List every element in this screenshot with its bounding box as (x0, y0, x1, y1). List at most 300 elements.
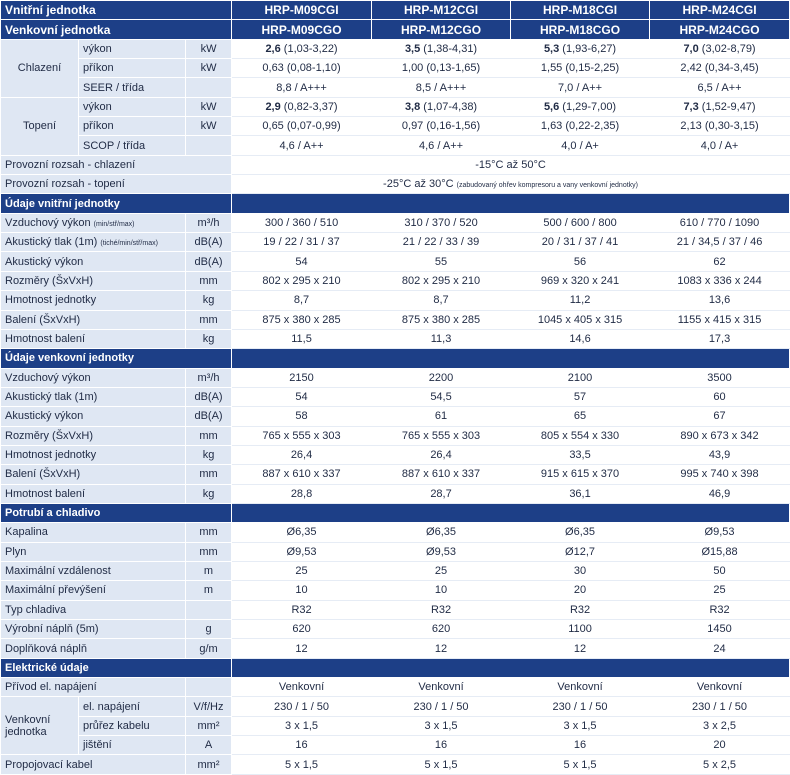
value-cell: 60 (650, 387, 790, 406)
indoor-model-name: HRP-M12CGI (372, 1, 511, 20)
value-cell: R32 (650, 600, 790, 619)
value-text: 4,0 / A+ (561, 139, 599, 152)
value-cell (511, 136, 650, 155)
spec-table-body (1, 1, 790, 775)
unit-cell: mm (186, 523, 232, 542)
unit-cell: mm (186, 465, 232, 484)
unit-cell: m (186, 581, 232, 600)
row-label (1, 233, 186, 252)
group-label-line: Venkovní (5, 713, 51, 726)
row-label (1, 620, 186, 639)
unit-cell: kW (186, 39, 232, 58)
value-cell: 887 x 610 x 337 (372, 465, 511, 484)
row-label (1, 600, 186, 619)
value-cell: 610 / 770 / 1090 (650, 213, 790, 232)
unit-cell: kg (186, 445, 232, 464)
row-label-text: Typ chladiva (5, 603, 67, 616)
value-cell (650, 78, 790, 97)
value-cell: 16 (372, 736, 511, 755)
value-text: (1,29-7,00) (559, 100, 617, 113)
value-cell: 500 / 600 / 800 (511, 213, 650, 232)
row-label (1, 426, 186, 445)
value-cell: 26,4 (372, 445, 511, 464)
section-title: Údaje vnitřní jednotky (1, 194, 232, 213)
value-text: 8,5 / A+++ (415, 81, 467, 94)
value-cell: 20 (650, 736, 790, 755)
value-cell: 5 x 1,5 (511, 755, 650, 774)
group-label-line: jednotka (5, 725, 47, 738)
section-title-filler (232, 194, 790, 213)
row-label-note: (tiché/min/stř/max) (100, 240, 158, 248)
value-cell: 915 x 615 x 370 (511, 465, 650, 484)
range-cooling-value: -15°C až 50°C (232, 155, 790, 174)
unit-cell: kg (186, 484, 232, 503)
value-text: 4,0 / A+ (700, 139, 739, 152)
row-label-text: Plyn (5, 545, 27, 558)
row-label (1, 291, 186, 310)
value-cell (232, 59, 372, 78)
row-label-text: Akustický tlak (1m) (5, 391, 98, 404)
unit-cell: mm² (186, 755, 232, 774)
value-cell (232, 78, 372, 97)
value-cell: 21 / 22 / 33 / 39 (372, 233, 511, 252)
unit-cell: m³/h (186, 213, 232, 232)
value-cell: 995 x 740 x 398 (650, 465, 790, 484)
value-cell: 19 / 22 / 31 / 37 (232, 233, 372, 252)
value-cell: Venkovní (232, 678, 372, 697)
value-cell: 2150 (232, 368, 372, 387)
heating-row (1, 117, 790, 136)
value-cell: 25 (232, 561, 372, 580)
section-title: Údaje venkovní jednotky (1, 349, 232, 368)
value-bold: 7,3 (683, 100, 699, 113)
value-cell: 765 x 555 x 303 (372, 426, 511, 445)
row-label-text: Balení (ŠxVxH) (5, 313, 81, 326)
value-cell: 43,9 (650, 445, 790, 464)
value-bold: 3,8 (404, 100, 421, 113)
sub-label: výkon (79, 97, 186, 116)
unit-cell: A (186, 736, 232, 755)
data-row (1, 542, 790, 561)
link-cable-row (1, 755, 790, 774)
value-text: 7,0 / A++ (558, 81, 603, 94)
outdoor-electric-row (1, 697, 790, 716)
range-heating-text: -25°C až 30°C (383, 178, 454, 191)
value-text: 1,55 (0,15-2,25) (540, 62, 620, 75)
unit-cell: dB(A) (186, 387, 232, 406)
value-cell: 10 (232, 581, 372, 600)
value-bold: 3,5 (404, 42, 421, 55)
value-text: (0,82-3,37) (280, 100, 338, 113)
row-label (1, 213, 186, 232)
row-label-text: Vzduchový výkon (5, 216, 91, 229)
value-cell: Ø6,35 (372, 523, 511, 542)
data-row (1, 465, 790, 484)
row-label (1, 581, 186, 600)
value-text: (1,52-9,47) (698, 100, 756, 113)
value-cell: 620 (232, 620, 372, 639)
value-cell: 21 / 34,5 / 37 / 46 (650, 233, 790, 252)
value-cell: 802 x 295 x 210 (232, 271, 372, 290)
value-cell: 12 (511, 639, 650, 658)
unit-cell (186, 678, 232, 697)
data-row (1, 620, 790, 639)
section-title: Elektrické údaje (1, 658, 232, 677)
value-cell (650, 97, 790, 116)
unit-cell: kW (186, 59, 232, 78)
value-cell: 17,3 (650, 329, 790, 348)
value-cell (232, 97, 372, 116)
value-cell: 12 (372, 639, 511, 658)
unit-cell: dB(A) (186, 252, 232, 271)
heating-row (1, 97, 790, 116)
value-cell: Venkovní (650, 678, 790, 697)
data-row (1, 233, 790, 252)
value-cell: 30 (511, 561, 650, 580)
unit-cell: mm (186, 271, 232, 290)
range-heating-label: Provozní rozsah - topení (1, 175, 232, 194)
value-cell: 230 / 1 / 50 (511, 697, 650, 716)
value-cell: 3500 (650, 368, 790, 387)
value-cell: 887 x 610 x 337 (232, 465, 372, 484)
value-cell: 3 x 1,5 (511, 716, 650, 735)
row-label-text: Akustický výkon (5, 255, 84, 268)
unit-cell (186, 136, 232, 155)
value-cell: 62 (650, 252, 790, 271)
row-label (1, 639, 186, 658)
row-label (1, 542, 186, 561)
value-cell (650, 59, 790, 78)
value-cell: 16 (232, 736, 372, 755)
value-text: (1,38-4,31) (420, 42, 478, 55)
value-cell: 54,5 (372, 387, 511, 406)
piping_section-title-row (1, 503, 790, 522)
header-row-indoor (1, 1, 790, 20)
value-cell: 5 x 2,5 (650, 755, 790, 774)
indoor-model-name: HRP-M24CGI (650, 1, 790, 20)
unit-cell: mm² (186, 716, 232, 735)
heating-group-label: Topení (1, 97, 79, 155)
value-cell: 11,2 (511, 291, 650, 310)
data-row (1, 368, 790, 387)
indoor-model-name: HRP-M09CGI (232, 1, 372, 20)
row-label-text: Akustický tlak (1m) (5, 236, 98, 249)
row-label-text: Rozměry (ŠxVxH) (5, 429, 94, 442)
row-label: Propojovací kabel (1, 755, 186, 774)
value-cell: 11,5 (232, 329, 372, 348)
cooling-row (1, 59, 790, 78)
unit-cell: V/f/Hz (186, 697, 232, 716)
value-bold: 2,6 (265, 42, 281, 55)
range-heating-value (232, 175, 790, 194)
value-cell: 54 (232, 387, 372, 406)
unit-cell: mm (186, 426, 232, 445)
value-cell: 300 / 360 / 510 (232, 213, 372, 232)
value-cell: 875 x 380 x 285 (232, 310, 372, 329)
row-label (1, 368, 186, 387)
outdoor-model-name: HRP-M12CGO (372, 20, 511, 39)
value-cell (232, 117, 372, 136)
value-text: 1,63 (0,22-2,35) (540, 120, 620, 133)
range-cooling-label: Provozní rozsah - chlazení (1, 155, 232, 174)
row-label-text: Kapalina (5, 526, 48, 539)
value-bold: 5,3 (543, 42, 560, 55)
value-cell (372, 97, 511, 116)
outdoor-model-name: HRP-M09CGO (232, 20, 372, 39)
row-label (1, 329, 186, 348)
row-label-note: (min/stř/max) (93, 220, 135, 228)
value-cell: 54 (232, 252, 372, 271)
data-row (1, 271, 790, 290)
value-cell: 25 (372, 561, 511, 580)
supply-row (1, 678, 790, 697)
sub-label: jištění (79, 736, 186, 755)
row-label (1, 252, 186, 271)
unit-cell: mm (186, 542, 232, 561)
row-label-text: Maximální převýšení (5, 584, 106, 597)
value-text: (1,03-3,22) (280, 42, 338, 55)
row-label (1, 484, 186, 503)
data-row (1, 426, 790, 445)
value-cell: 16 (511, 736, 650, 755)
value-cell: 65 (511, 407, 650, 426)
value-cell (511, 117, 650, 136)
sub-label: SCOP / třída (79, 136, 186, 155)
value-cell: 890 x 673 x 342 (650, 426, 790, 445)
value-text: 0,65 (0,07-0,99) (262, 120, 341, 133)
value-cell (650, 136, 790, 155)
unit-cell: g (186, 620, 232, 639)
value-cell: 33,5 (511, 445, 650, 464)
unit-cell: kg (186, 291, 232, 310)
section-title: Potrubí a chladivo (1, 503, 232, 522)
value-cell: 57 (511, 387, 650, 406)
cooling-row (1, 39, 790, 58)
data-row (1, 561, 790, 580)
value-text: (1,93-6,27) (559, 42, 617, 55)
value-cell (232, 136, 372, 155)
row-label-text: Balení (ŠxVxH) (5, 468, 81, 481)
row-label-text: Hmotnost jednotky (5, 294, 97, 307)
value-text: 4,6 / A++ (419, 139, 464, 152)
value-cell (372, 78, 511, 97)
value-cell: 24 (650, 639, 790, 658)
value-cell: 5 x 1,5 (232, 755, 372, 774)
value-cell (511, 97, 650, 116)
value-cell: 61 (372, 407, 511, 426)
value-cell: 10 (372, 581, 511, 600)
value-cell: 805 x 554 x 330 (511, 426, 650, 445)
value-cell: Ø9,53 (232, 542, 372, 561)
range-heating-row (1, 175, 790, 194)
value-cell: Ø9,53 (650, 523, 790, 542)
value-cell: 36,1 (511, 484, 650, 503)
value-cell: Venkovní (372, 678, 511, 697)
sub-label: příkon (79, 59, 186, 78)
value-cell: 28,7 (372, 484, 511, 503)
value-cell: 55 (372, 252, 511, 271)
sub-label: el. napájení (79, 697, 186, 716)
row-label-text: Doplňková náplň (5, 642, 87, 655)
cooling-row (1, 78, 790, 97)
row-label (1, 407, 186, 426)
value-cell: 13,6 (650, 291, 790, 310)
value-cell: 20 (511, 581, 650, 600)
header-row-outdoor (1, 20, 790, 39)
row-label (1, 445, 186, 464)
value-cell: Ø15,88 (650, 542, 790, 561)
value-cell: 1450 (650, 620, 790, 639)
row-label-text: Hmotnost jednotky (5, 449, 97, 462)
value-cell (372, 136, 511, 155)
outdoor-electric-row (1, 716, 790, 735)
unit-cell: mm (186, 310, 232, 329)
value-cell: Venkovní (511, 678, 650, 697)
row-label (1, 387, 186, 406)
data-row (1, 407, 790, 426)
data-row (1, 329, 790, 348)
data-row (1, 213, 790, 232)
value-bold: 2,9 (265, 100, 281, 113)
unit-cell: kW (186, 97, 232, 116)
value-cell: 2100 (511, 368, 650, 387)
value-cell: 28,8 (232, 484, 372, 503)
unit-cell (186, 600, 232, 619)
value-cell: 875 x 380 x 285 (372, 310, 511, 329)
data-row (1, 484, 790, 503)
data-row (1, 291, 790, 310)
row-label-text: Výrobní náplň (5m) (5, 623, 99, 636)
value-text: 4,6 / A++ (279, 139, 324, 152)
value-cell (511, 39, 650, 58)
value-cell (511, 78, 650, 97)
data-row (1, 310, 790, 329)
value-cell: 25 (650, 581, 790, 600)
value-text: 1,00 (0,13-1,65) (401, 62, 481, 75)
data-row (1, 600, 790, 619)
row-label (1, 310, 186, 329)
value-cell: 8,7 (232, 291, 372, 310)
value-cell: 2200 (372, 368, 511, 387)
sub-label: průřez kabelu (79, 716, 186, 735)
value-text: 0,97 (0,16-1,56) (401, 120, 481, 133)
row-label-text: Hmotnost balení (5, 333, 86, 346)
value-cell (650, 117, 790, 136)
value-cell (232, 39, 372, 58)
value-cell (372, 59, 511, 78)
value-cell: 50 (650, 561, 790, 580)
unit-cell: kg (186, 329, 232, 348)
row-label-text: Akustický výkon (5, 410, 84, 423)
unit-cell (186, 78, 232, 97)
value-cell: 1045 x 405 x 315 (511, 310, 650, 329)
value-cell: 230 / 1 / 50 (232, 697, 372, 716)
value-cell: 56 (511, 252, 650, 271)
row-label (1, 561, 186, 580)
value-cell: 1083 x 336 x 244 (650, 271, 790, 290)
data-row (1, 252, 790, 271)
value-cell: 46,9 (650, 484, 790, 503)
section-title-filler (232, 658, 790, 677)
unit-cell: kW (186, 117, 232, 136)
sub-label: příkon (79, 117, 186, 136)
value-cell: Ø9,53 (372, 542, 511, 561)
value-cell: 620 (372, 620, 511, 639)
data-row (1, 445, 790, 464)
row-label-text: Maximální vzdálenost (5, 565, 111, 578)
value-bold: 7,0 (683, 42, 699, 55)
unit-cell: dB(A) (186, 407, 232, 426)
value-cell: 802 x 295 x 210 (372, 271, 511, 290)
indoor-unit-heading: Vnitřní jednotka (1, 1, 232, 20)
value-cell: 310 / 370 / 520 (372, 213, 511, 232)
unit-cell: g/m (186, 639, 232, 658)
outdoor-model-name: HRP-M24CGO (650, 20, 790, 39)
cooling-group-label: Chlazení (1, 39, 79, 97)
unit-cell: dB(A) (186, 233, 232, 252)
value-bold: 5,6 (543, 100, 560, 113)
value-cell (511, 59, 650, 78)
value-cell: Ø6,35 (232, 523, 372, 542)
section-title-filler (232, 503, 790, 522)
row-label-text: Hmotnost balení (5, 487, 86, 500)
value-cell: 20 / 31 / 37 / 41 (511, 233, 650, 252)
value-text: 0,63 (0,08-1,10) (262, 62, 341, 75)
value-cell: 230 / 1 / 50 (372, 697, 511, 716)
value-text: (3,02-8,79) (698, 42, 756, 55)
indoor_section-title-row (1, 194, 790, 213)
value-cell: 26,4 (232, 445, 372, 464)
value-text: 2,13 (0,30-3,15) (680, 120, 759, 133)
value-cell: 230 / 1 / 50 (650, 697, 790, 716)
range-cooling-row (1, 155, 790, 174)
outdoor-electric-row (1, 736, 790, 755)
value-cell: 5 x 1,5 (372, 755, 511, 774)
value-text: (1,07-4,38) (420, 100, 478, 113)
value-cell: 67 (650, 407, 790, 426)
heating-row (1, 136, 790, 155)
value-cell (372, 117, 511, 136)
data-row (1, 523, 790, 542)
row-label-text: Rozměry (ŠxVxH) (5, 274, 94, 287)
value-cell: Ø6,35 (511, 523, 650, 542)
row-label (1, 271, 186, 290)
value-cell: 11,3 (372, 329, 511, 348)
value-cell (650, 39, 790, 58)
outdoor-unit-heading: Venkovní jednotka (1, 20, 232, 39)
row-label (1, 465, 186, 484)
value-cell: R32 (232, 600, 372, 619)
outdoor-electric-group-label (1, 697, 79, 755)
value-cell: 3 x 1,5 (372, 716, 511, 735)
value-cell: 765 x 555 x 303 (232, 426, 372, 445)
value-cell: 8,7 (372, 291, 511, 310)
outdoor_section-title-row (1, 349, 790, 368)
sub-label: SEER / třída (79, 78, 186, 97)
data-row (1, 387, 790, 406)
row-label-text: Vzduchový výkon (5, 371, 91, 384)
range-heating-note: (zabudovaný ohřev kompresoru a vany venkovní jednotky) (456, 182, 638, 190)
value-cell: Ø12,7 (511, 542, 650, 561)
data-row (1, 639, 790, 658)
value-cell: 58 (232, 407, 372, 426)
value-cell: 3 x 1,5 (232, 716, 372, 735)
value-cell (372, 39, 511, 58)
row-label: Přívod el. napájení (1, 678, 186, 697)
value-cell: 1155 x 415 x 315 (650, 310, 790, 329)
electric-title-row (1, 658, 790, 677)
indoor-model-name: HRP-M18CGI (511, 1, 650, 20)
